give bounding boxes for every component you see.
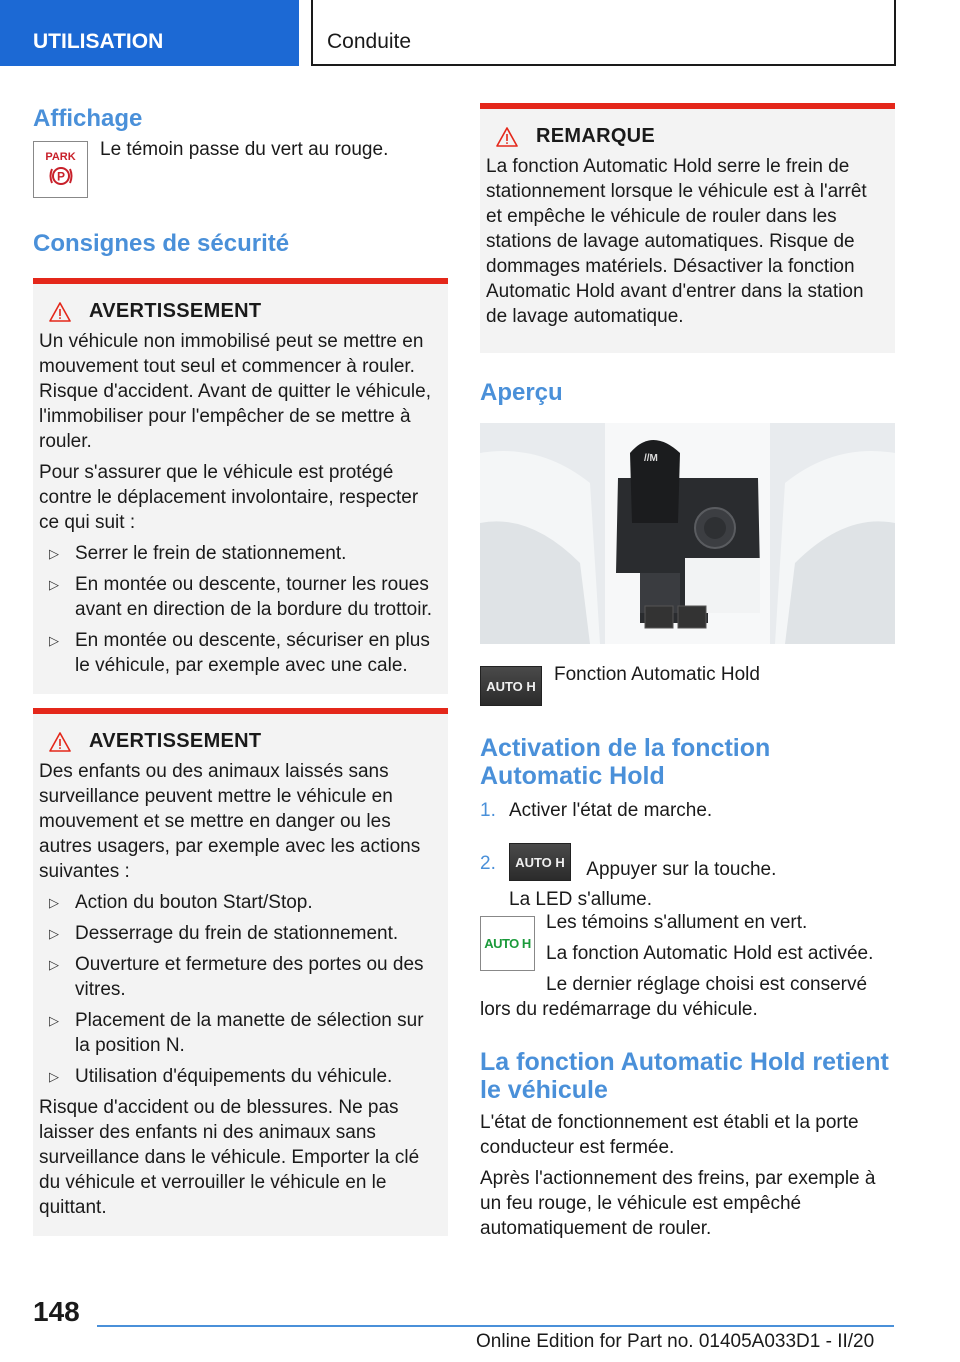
list-item <box>39 572 440 622</box>
triangle-bullet-icon: ▷ <box>49 1069 59 1084</box>
park-icon-text: PARK <box>45 150 76 163</box>
hold-heading: La fonction Automatic Hold retient le véhicule <box>480 1048 889 1104</box>
led-text: La LED s'allume. <box>509 889 653 910</box>
display-row <box>33 141 448 198</box>
note-title <box>486 125 887 148</box>
section-title: UTILISATION <box>33 30 164 53</box>
warning-title-text-1: AVERTISSEMENT <box>89 300 262 322</box>
list-item <box>39 628 440 678</box>
list-item <box>480 798 895 823</box>
auto-h-label: AUTO H <box>515 855 565 870</box>
list-item <box>39 541 440 566</box>
list-item <box>39 952 440 1002</box>
hold-paragraph-1: L'état de fonctionnement est établi et la porte conducteur est fermée. <box>480 1112 859 1158</box>
warning-title-1 <box>39 300 440 323</box>
list-item-text: Serrer le frein de stationnement. <box>75 543 347 564</box>
warning1-paragraph-1: Un véhicule non immobilisé peut se mettre en mouvement tout seul et commencer à rouler. Risque d'accident. Avant de quitter le véhicule, l'immobiliser pour l'empêcher de se mettre à rouler. <box>39 331 431 452</box>
step-text: Activer l'état de marche. <box>509 800 713 821</box>
park-indicator-icon <box>33 141 88 198</box>
warning-triangle-icon <box>49 732 71 752</box>
triangle-bullet-icon: ▷ <box>49 926 59 941</box>
safety-heading: Consignes de sécurité <box>33 230 290 257</box>
warning1-list <box>39 541 440 678</box>
auto-h-indicator-label: AUTO H <box>484 936 531 951</box>
chapter-tab <box>311 0 896 66</box>
svg-text://M: //M <box>644 453 658 464</box>
list-item-text: Desserrage du frein de stationnement. <box>75 923 399 944</box>
hold-paragraph-2: Après l'actionnement des freins, par exemple à un feu rouge, le véhicule est empêché automatiquement de rouler. <box>480 1168 876 1239</box>
note-title-text: REMARQUE <box>536 125 656 147</box>
list-item-text: Placement de la manette de sélection sur la position N. <box>75 1010 424 1056</box>
triangle-bullet-icon: ▷ <box>49 895 59 910</box>
triangle-bullet-icon: ▷ <box>49 957 59 972</box>
note-text: La fonction Automatic Hold serre le frein de stationnement lorsque le véhicule est à l'arrêt et empêche le véhicule de rouler dans les stations de lavage automatiques. Risque de dommages matériels. Désactiver la fonction Automatic Hold avant d'entrer dans la station de lavage automatique. <box>486 156 867 327</box>
indicator-text-1: Les témoins s'allument en vert. <box>546 912 808 933</box>
footer-divider <box>97 1325 894 1327</box>
warning-triangle-icon <box>496 127 518 147</box>
step-text: Appuyer sur la touche. <box>586 859 777 881</box>
list-item <box>39 1064 440 1089</box>
svg-text:P: P <box>56 169 65 183</box>
triangle-bullet-icon: ▷ <box>49 577 59 592</box>
warning-triangle-icon <box>49 302 71 322</box>
list-item-text: Utilisation d'équipements du véhicule. <box>75 1066 393 1087</box>
footer-edition: Online Edition for Part no. 01405A033D1 - II/20 <box>476 1331 875 1352</box>
warning2-list <box>39 890 440 1089</box>
left-column <box>33 100 448 1236</box>
triangle-bullet-icon: ▷ <box>49 1013 59 1028</box>
indicator-text-2: La fonction Automatic Hold est activée. <box>546 943 874 964</box>
warning2-paragraph-2: Risque d'accident ou de blessures. Ne pas laisser des enfants ni des animaux sans surveillance dans le véhicule. Emporter la clé du véhicule et verrouiller le véhicule en le quittant. <box>39 1097 420 1218</box>
warning-box-2 <box>33 708 448 1236</box>
warning-title-text-2: AVERTISSEMENT <box>89 730 262 752</box>
auto-h-caption: Fonction Automatic Hold <box>554 664 760 685</box>
activation-steps <box>480 798 895 912</box>
list-item <box>39 890 440 915</box>
list-item-text: En montée ou descente, tourner les roues avant en direction de la bordure du trottoir. <box>75 574 433 620</box>
parking-brake-symbol-icon <box>48 163 74 189</box>
list-item <box>39 921 440 946</box>
auto-h-button-icon <box>480 666 542 706</box>
triangle-bullet-icon: ▷ <box>49 546 59 561</box>
list-item <box>480 833 895 912</box>
overview-heading: Aperçu <box>480 379 563 406</box>
center-console-illustration <box>480 423 895 644</box>
right-column <box>480 103 895 1241</box>
chapter-title: Conduite <box>327 30 412 53</box>
page-number: 148 <box>33 1296 80 1327</box>
warning-box-1 <box>33 278 448 694</box>
auto-h-indicator-icon <box>480 916 535 971</box>
indicator-row <box>480 912 895 997</box>
warning2-paragraph-1: Des enfants ou des animaux laissés sans surveillance peuvent mettre le véhicule en mouvement et se mettre en danger ou les autres usagers, par exemple avec les actions suivantes : <box>39 761 421 882</box>
display-text: Le témoin passe du vert au rouge. <box>100 139 389 160</box>
step-number: 2. <box>480 853 496 874</box>
activation-heading: Activation de la fonction Automatic Hold <box>480 734 771 790</box>
auto-h-label: AUTO H <box>486 679 536 694</box>
auto-h-button-icon <box>509 843 571 881</box>
display-heading: Affichage <box>33 105 143 132</box>
warning1-paragraph-2: Pour s'assurer que le véhicule est protégé contre le déplacement involontaire, respecter ce qui suit : <box>39 462 419 533</box>
warning-title-2 <box>39 730 440 753</box>
list-item-text: En montée ou descente, sécuriser en plus le véhicule, par exemple avec une cale. <box>75 630 430 676</box>
section-tab <box>0 0 299 66</box>
indicator-text-3: Le dernier réglage choisi est conservé <box>546 974 868 995</box>
list-item-text: Action du bouton Start/Stop. <box>75 892 313 913</box>
auto-h-row <box>480 666 895 706</box>
step-number: 1. <box>480 800 496 821</box>
indicator-texts <box>546 910 873 997</box>
list-item <box>39 1008 440 1058</box>
note-box <box>480 103 895 353</box>
list-item-text: Ouverture et fermeture des portes ou des vitres. <box>75 954 424 1000</box>
triangle-bullet-icon: ▷ <box>49 633 59 648</box>
center-console-photo <box>480 423 895 644</box>
indicator-tail: lors du redémarrage du véhicule. <box>480 999 758 1020</box>
